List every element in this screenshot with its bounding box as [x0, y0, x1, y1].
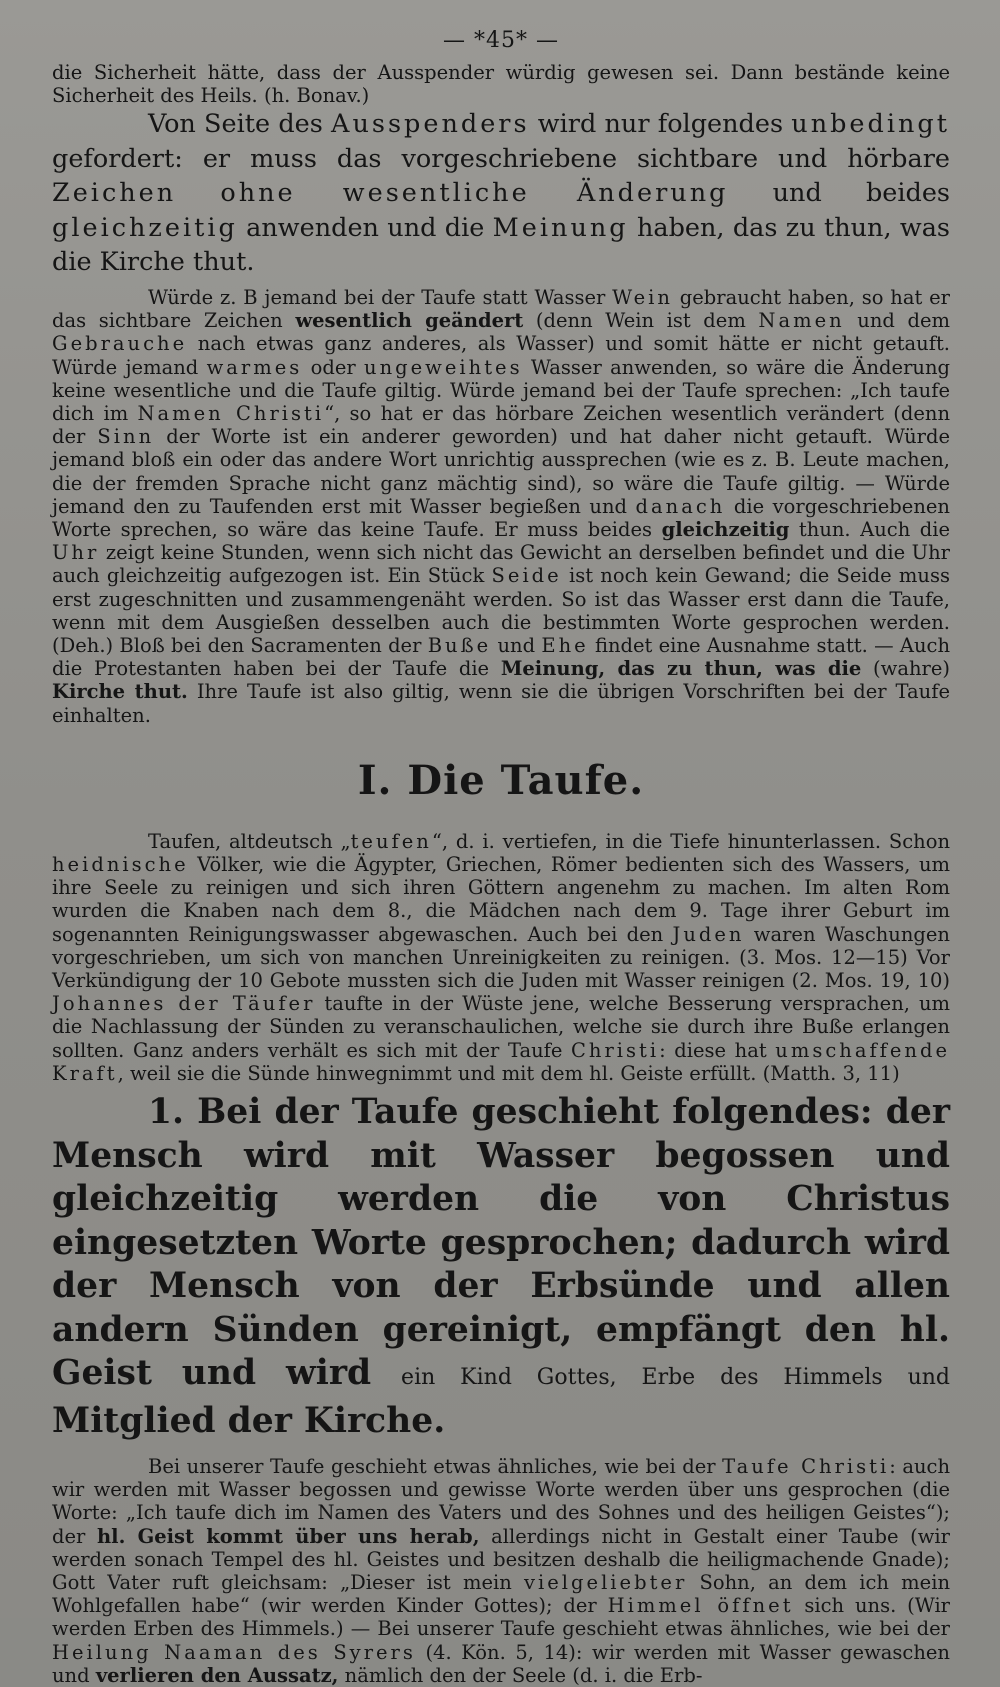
paragraph-dispenser-requirements [52, 107, 950, 280]
emphasis-text: Sinn [97, 425, 155, 449]
text-run: : diese hat [659, 1038, 776, 1062]
emphasis-text: vielgeliebter [524, 1571, 688, 1595]
emphasis-text: danach [635, 494, 726, 518]
text-run: gefordert: er muss das vorgeschriebene sichtbare und hörbare [52, 143, 950, 174]
text-run: waren Waschungen vorgeschrieben, um sich von manchen Unreinigkeiten zu reinigen. (3. Mos. 12—15) Vor Verkündigung der 10 Gebote mussten sich die Juden mit Wasser reinigen (2. Mos. 19, 10) [52, 922, 950, 992]
emphasis-text: Christi [570, 1038, 660, 1062]
emphasis-text: umschaffende Kraft [52, 1038, 950, 1085]
text-run: die vorgeschriebenen Worte sprechen, so wäre das keine Taufe. Er muss beides [52, 494, 950, 541]
text-run: der Worte ist ein anderer geworden) und hat daher nicht getauft. Würde jemand bloß ein oder das andere Wort unrichtig aussprechen (wie es z. B. Leute machen, die der fremden Sprache nicht ganz mächtig sind), so wäre die Taufe giltig. — Würde jemand den zu Taufenden erst mit Wasser begießen und [52, 425, 950, 518]
text-run: Bei unserer Taufe geschieht etwas ähnliches, wie bei der [148, 1455, 723, 1478]
text-run: Wasser anwenden, so wäre die Änderung keine wesentliche und die Taufe giltig. Würde jemand bei der Taufe sprechen: „Ich taufe dich im [52, 355, 950, 425]
text-run: sich uns. (Wir werden Erben des Himmels.) — Bei unserer Taufe geschieht etwas ähnliches, wie bei der [52, 1594, 951, 1641]
emphasis-text: ungeweihtes [364, 355, 523, 379]
bold-text: gleichzeitig [661, 517, 790, 541]
emphasis-text: Johannes der Täufer [52, 992, 316, 1016]
emphasis-text: Taufe Christi [722, 1455, 890, 1478]
text-run: findet eine Ausnahme statt. — Auch die Protestanten haben bei der Taufe die [52, 633, 951, 681]
emphasis-text: ohne wesentliche Änderung [220, 178, 729, 209]
text-run: Sohn, an dem ich mein Wohlgefallen habe“ (wir werden Kinder Gottes); der [52, 1571, 950, 1618]
text-run: oder [302, 355, 365, 379]
text-run [176, 178, 220, 208]
text-run: “, so hat er das hörbare Zeichen wesentlich verändert (denn der [52, 401, 951, 449]
paragraph-text: die Sicherheit hätte, dass der Ausspender würdig gewesen sei. Dann bestände keine Sicherheit des Heils. (h. Bonav.) [52, 61, 950, 108]
emphasis-text: Gebrauche [52, 332, 188, 356]
text-run: wird nur folgendes [529, 109, 792, 140]
emphasis-text: Ehe [541, 633, 589, 657]
emphasis-text: Buße [427, 633, 492, 657]
emphasis-text: Seide [491, 564, 562, 588]
bold-text: hl. Geist kommt über uns herab, [96, 1524, 480, 1548]
bold-text: Kirche thut. [52, 680, 188, 704]
doctrine-statement [52, 1091, 950, 1443]
doctrine-text: 1. Bei der Taufe geschieht folgendes: der Mensch wird mit Wasser begossen und gleichzeitig werden die von Christus eingesetzten Worte gesprochen; dadurch wird der Mensch von der Erbsünde und allen andern Sünden gereinigt, empfängt den hl. Geist und wird [52, 1092, 950, 1393]
paragraph-continuation [52, 61, 950, 107]
page-number: — *45* — [443, 28, 559, 53]
emphasis-text: Himmel öffnet [607, 1594, 794, 1618]
doctrine-lead-text: ein Kind Gottes, Erbe des Himmels und [401, 1365, 950, 1390]
text-run: (4. Kön. 5, 14): wir werden mit Wasser gewaschen und [52, 1640, 950, 1687]
emphasis-text: Juden [672, 922, 745, 946]
text-run: “, d. i. vertiefen, in die Tiefe hinunterlassen. Schon [431, 829, 950, 853]
paragraph-comparison [52, 1455, 950, 1687]
text-run: (denn Wein ist dem [523, 309, 759, 333]
text-run: , weil sie die Sünde hinwegnimmt und mit dem hl. Geiste erfüllt. (Matth. 3, 11) [117, 1061, 900, 1085]
bold-text: Meinung, das zu thun, was die [500, 657, 862, 681]
emphasis-text: unbedingt [791, 109, 950, 140]
text-run: ist noch kein Gewand; die Seide muss erst zugeschnitten und zusammengenäht werden. So ist das Wasser erst dann die Taufe, wenn mit dem Ausgießen desselben auch die bestimmten Worte gesprochen werden. (Deh.) Bloß bei den Sacramenten der [52, 564, 950, 657]
text-run: nämlich den der Seele (d. i. die Erb- [338, 1663, 703, 1687]
bold-text: wesentlich geändert [295, 309, 524, 333]
section-heading: I. Die Taufe. [357, 756, 645, 804]
emphasis-text: Wein [612, 285, 673, 309]
emphasis-text: warmes [206, 355, 303, 379]
emphasis-text: Ausspenders [331, 109, 530, 140]
paragraph-etymology [52, 830, 950, 1085]
text-run: haben, das zu thun, was die Kirche thut. [52, 212, 950, 278]
text-run: gebraucht haben, so hat er das sichtbare Zeichen [52, 285, 950, 333]
text-run: : auch wir werden mit Wasser begossen und gewisse Worte werden über uns gesprochen (die Worte: „Ich taufe dich im Namen des Vaters und des Sohnes und des heiligen Geistes“); der [52, 1455, 951, 1548]
emphasis-text: Meinung [492, 212, 629, 243]
text-run: zeigt keine Stunden, wenn sich nicht das Gewicht an derselben befindet und die Uhr auch gleichzeitig aufgezogen ist. Ein Stück [52, 541, 950, 588]
text-run: allerdings nicht in Gestalt einer Taube (wir werden sonach Tempel des hl. Geistes und besitzen deshalb die heiligmachende Gnade); Gott Vater ruft gleichsam: „Dieser ist mein [52, 1524, 950, 1595]
text-run: nach etwas ganz anderes, als Wasser) und somit hätte er nicht getauft. Würde jemand [52, 332, 950, 379]
emphasis-text: teufen [350, 829, 432, 853]
text-run: und dem [844, 309, 951, 333]
emphasis-text: Uhr [52, 541, 100, 565]
emphasis-text: Zeichen [52, 178, 177, 209]
text-run: anwenden und die [237, 212, 493, 243]
text-run: und [491, 633, 542, 657]
text-run: Von Seite des [148, 109, 332, 140]
emphasis-text: Heilung Naaman des Syrers [52, 1640, 416, 1664]
emphasis-text: gleichzeitig [52, 212, 238, 243]
paragraph-examples [52, 286, 950, 727]
text-run: und beides [728, 178, 951, 209]
text-run: thun. Auch die [789, 517, 951, 541]
text-run: (wahre) [861, 657, 951, 681]
text-run: Völker, wie die Ägypter, Griechen, Römer bedienten sich des Wassers, um ihre Seele zu reinigen und sich ihren Göttern angenehm zu machen. Im alten Rom wurden die Knaben nach dem 8., die Mädchen nach dem 9. Tage ihrer Geburt im sogenannten Reinigungswasser abgewaschen. Auch bei den [52, 852, 950, 946]
text-run: Taufen, altdeutsch „ [148, 829, 351, 853]
doctrine-end-text: Mitglied der Kirche. [52, 1400, 446, 1441]
text-run: Ihre Taufe ist also giltig, wenn sie die übrigen Vorschriften bei der Taufe einhalten. [52, 680, 950, 727]
emphasis-text: Namen Christi [137, 401, 325, 425]
text-run: taufte in der Wüste jene, welche Besserung versprachen, um die Nachlassung der Sünden zu veranschaulichen, welche sie durch ihre Buße erlangen sollten. Ganz anders verhält es sich mit der Taufe [52, 992, 950, 1062]
text-run: Würde z. B jemand bei der Taufe statt Wasser [148, 285, 613, 309]
bold-text: verlieren den Aussatz, [95, 1663, 339, 1687]
emphasis-text: heidnische [52, 852, 189, 876]
emphasis-text: Namen [758, 309, 845, 333]
